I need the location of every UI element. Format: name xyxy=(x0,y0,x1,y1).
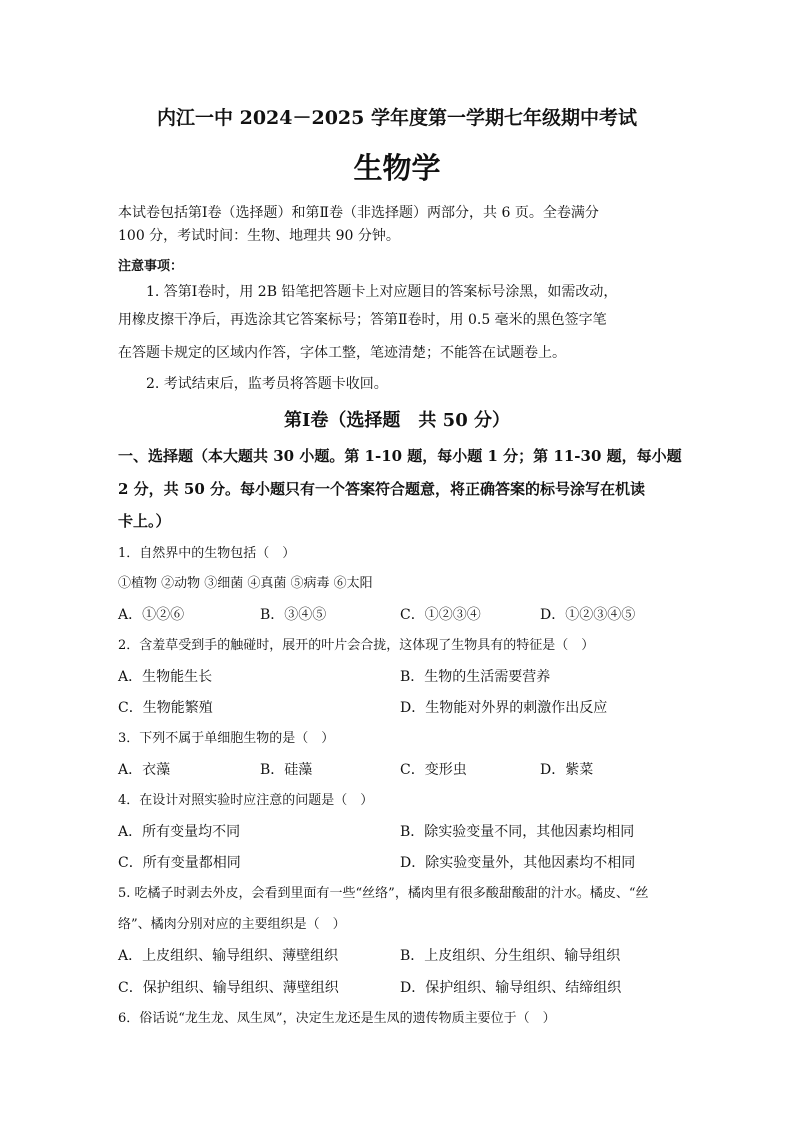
exam-title: 内江一中 2024－2025 学年度第一学期七年级期中考试 xyxy=(157,107,637,129)
question-3-option-b: B．硅藻 xyxy=(260,762,313,778)
question-1-option-a: A．①②⑥ xyxy=(118,607,185,623)
part1-title: 第Ⅰ卷（选择题 共 50 分） xyxy=(283,410,510,431)
intro-line-2: 100 分，考试时间：生物、地理共 90 分钟。 xyxy=(118,228,400,244)
question-4-option-b: B．除实验变量不同，其他因素均相同 xyxy=(400,824,635,840)
subject-title: 生物学 xyxy=(353,151,441,185)
notice-line-3: 在答题卡规定的区域内作答，字体工整，笔迹清楚；不能答在试题卷上。 xyxy=(118,345,566,361)
question-1-stem-items: ①植物 ②动物 ③细菌 ④真菌 ⑤病毒 ⑥太阳 xyxy=(118,576,373,591)
question-3-option-c: C．变形虫 xyxy=(400,762,467,778)
question-5-option-c: C．保护组织、输导组织、薄壁组织 xyxy=(118,980,339,996)
intro-line-1: 本试卷包括第Ⅰ卷（选择题）和第Ⅱ卷（非选择题）两部分，共 6 页。全卷满分 xyxy=(118,205,599,221)
notice-line-1: 1. 答第Ⅰ卷时，用 2B 铅笔把答题卡上对应题目的答案标号涂黑，如需改动， xyxy=(146,284,618,300)
question-2-option-c: C．生物能繁殖 xyxy=(118,700,213,716)
question-4-stem: 4．在设计对照实验时应注意的问题是（ ） xyxy=(118,793,374,808)
notice-heading: 注意事项： xyxy=(118,259,184,274)
question-3-stem: 3．下列不属于单细胞生物的是（ ） xyxy=(118,731,335,746)
question-5-stem-1: 5. 吃橘子时剥去外皮，会看到里面有一些“丝络”，橘肉里有很多酸甜酸甜的汁水。橘皮、“丝 xyxy=(118,886,649,901)
question-1-stem: 1．自然界中的生物包括（ ） xyxy=(118,546,296,561)
question-1-option-d: D．①②③④⑤ xyxy=(540,607,636,623)
question-6-stem: 6．俗话说“龙生龙、凤生凤”，决定生龙还是生凤的遗传物质主要位于（ ） xyxy=(118,1011,556,1026)
question-2-option-d: D．生物能对外界的刺激作出反应 xyxy=(400,700,608,716)
question-5-option-a: A．上皮组织、输导组织、薄壁组织 xyxy=(118,948,339,964)
part1-instruction-1: 一、选择题（本大题共 30 小题。第 1-10 题，每小题 1 分；第 11-30 题，每小题 xyxy=(118,447,682,465)
notice-line-4: 2. 考试结束后，监考员将答题卡收回。 xyxy=(146,376,388,392)
question-3-option-a: A．衣藻 xyxy=(118,762,171,778)
question-3-option-d: D．紫菜 xyxy=(540,762,594,778)
question-1-option-c: C．①②③④ xyxy=(400,607,481,623)
notice-line-2: 用橡皮擦干净后，再选涂其它答案标号；答第Ⅱ卷时，用 0.5 毫米的黑色签字笔 xyxy=(118,312,607,328)
question-4-option-c: C．所有变量都相同 xyxy=(118,855,241,871)
question-5-stem-2: 络”、橘肉分别对应的主要组织是（ ） xyxy=(118,917,346,932)
question-2-option-b: B．生物的生活需要营养 xyxy=(400,669,551,685)
part1-instruction-3: 卡上。） xyxy=(118,512,171,530)
question-2-stem: 2．含羞草受到手的触碰时，展开的叶片会合拢，这体现了生物具有的特征是（ ） xyxy=(118,638,595,653)
question-1-option-b: B．③④⑤ xyxy=(260,607,327,623)
question-5-option-b: B．上皮组织、分生组织、输导组织 xyxy=(400,948,621,964)
question-4-option-d: D．除实验变量外，其他因素均不相同 xyxy=(400,855,636,871)
question-5-option-d: D．保护组织、输导组织、结缔组织 xyxy=(400,980,622,996)
question-4-option-a: A．所有变量均不同 xyxy=(118,824,241,840)
question-2-option-a: A．生物能生长 xyxy=(118,669,213,685)
part1-instruction-2: 2 分，共 50 分。每小题只有一个答案符合题意，将正确答案的标号涂写在机读 xyxy=(118,480,645,498)
